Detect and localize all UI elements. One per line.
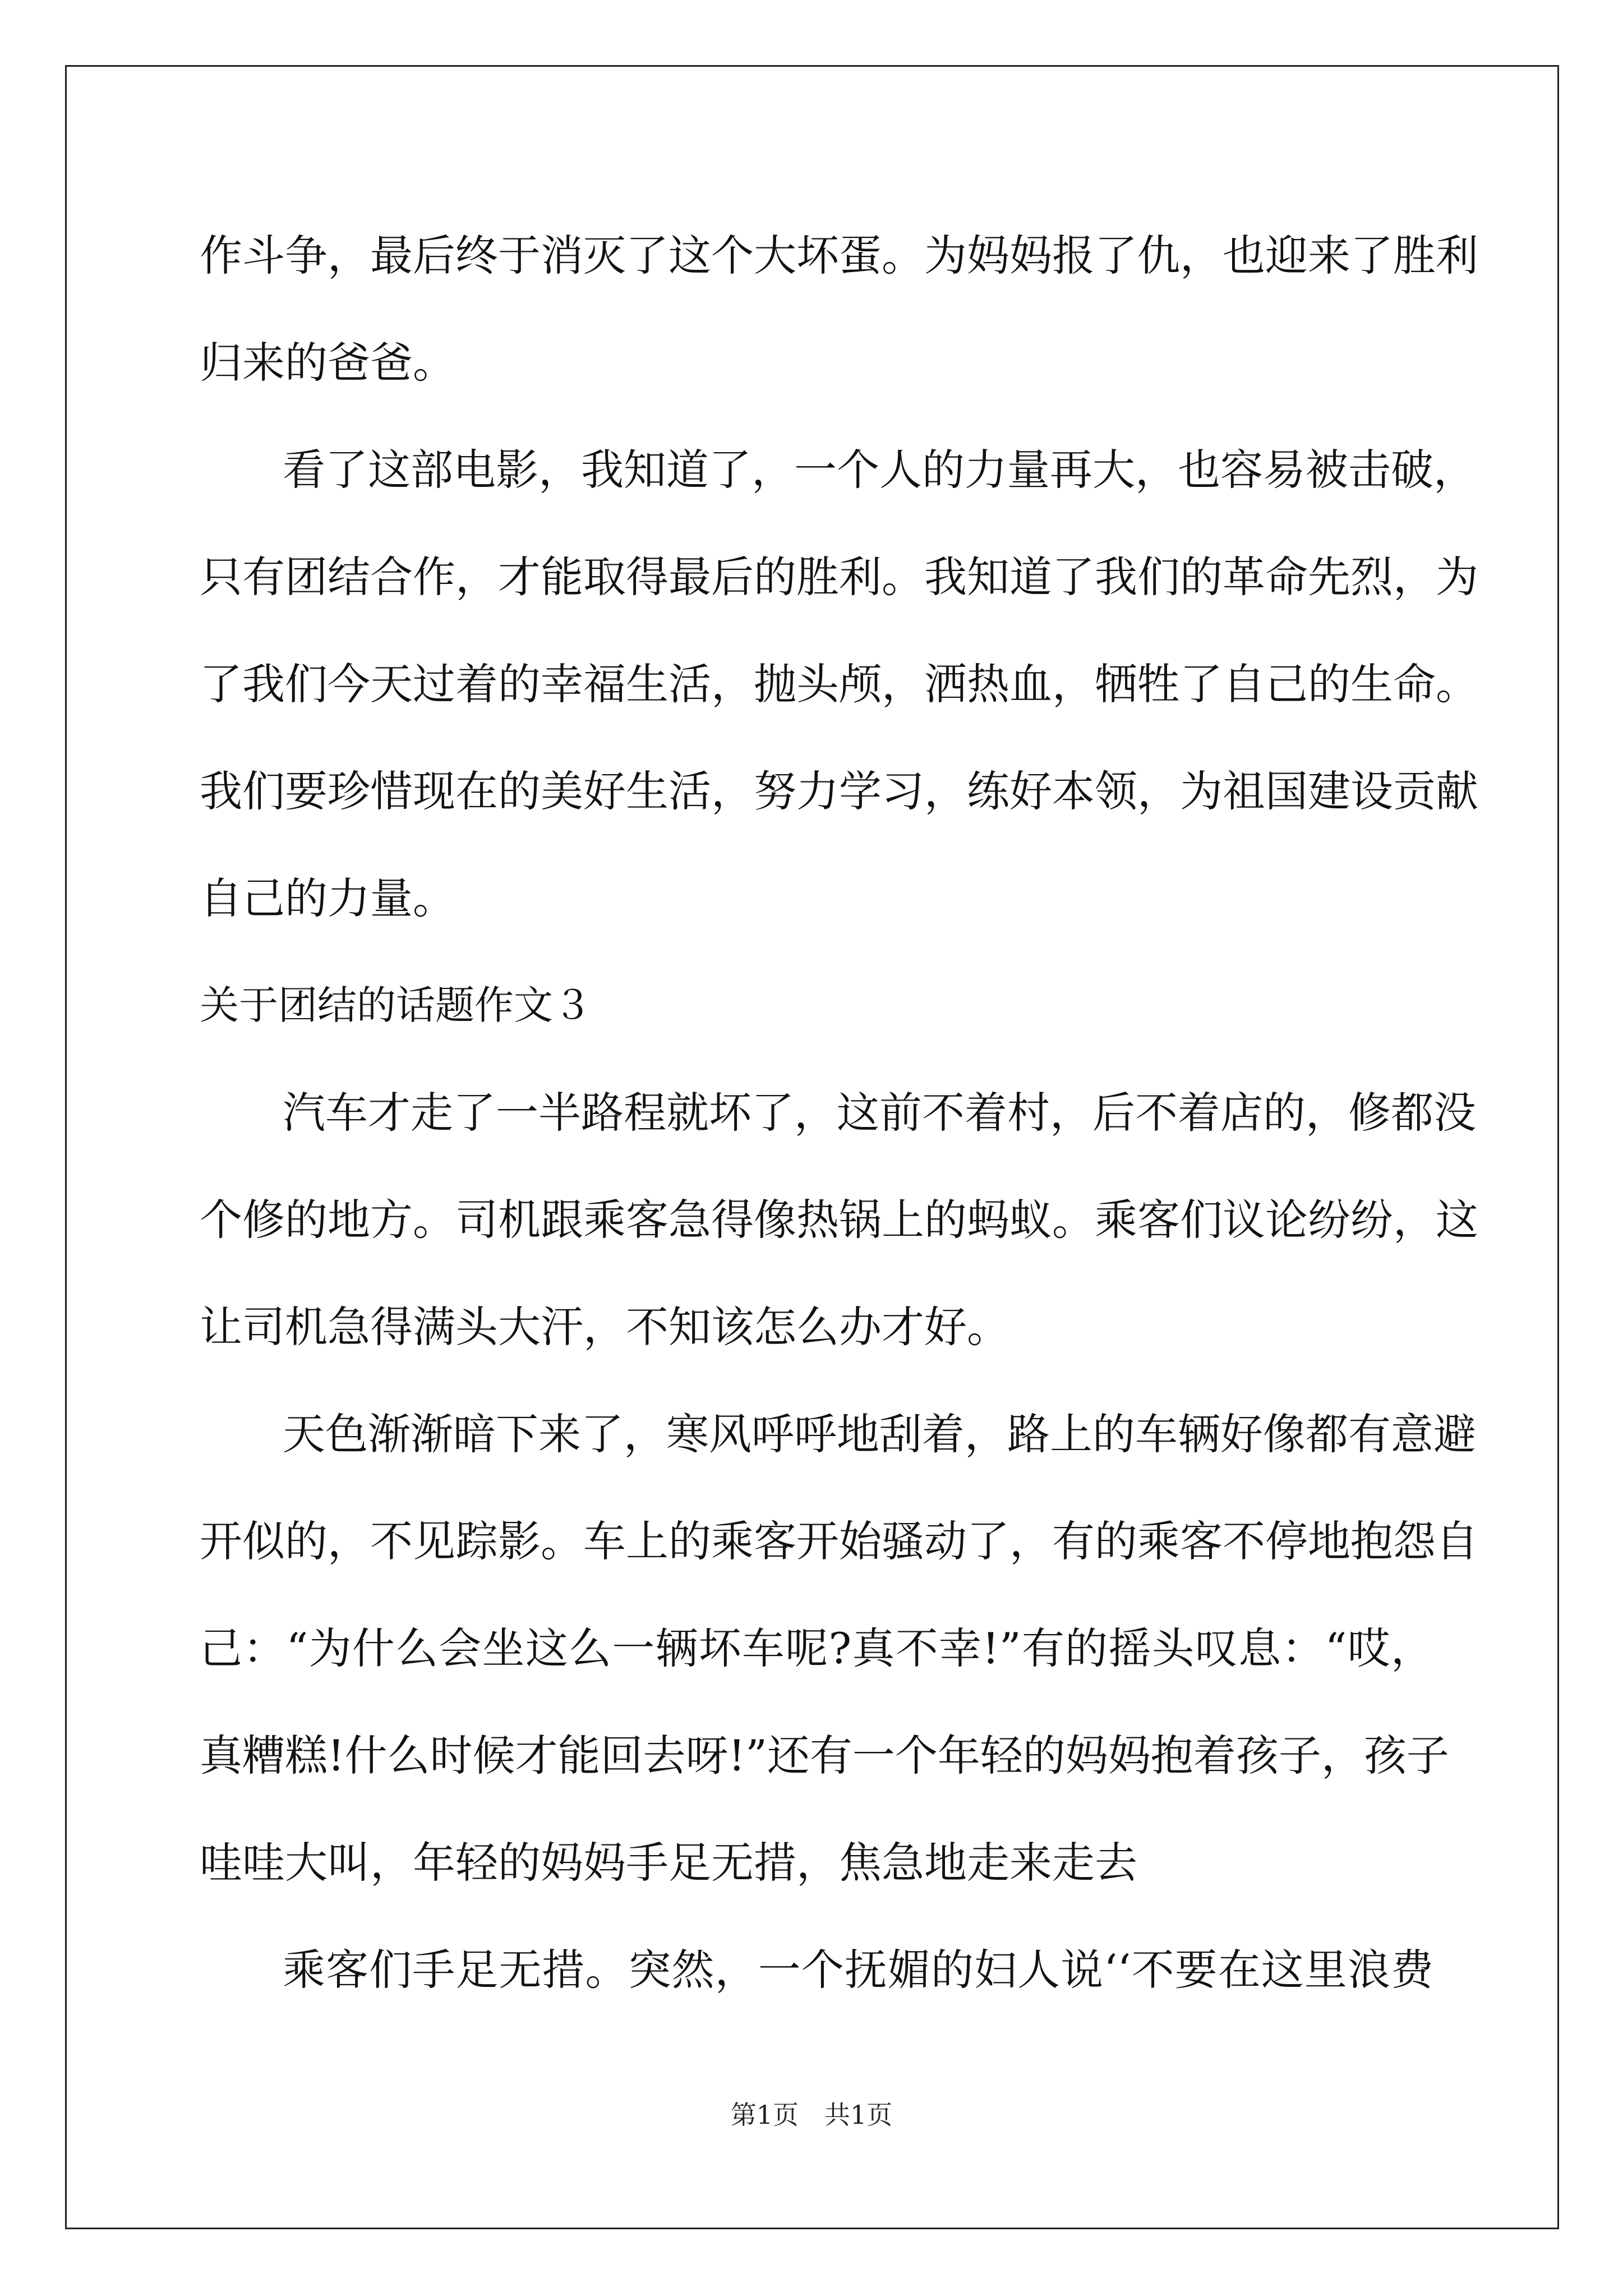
page-number: 第1页 共1页 (730, 2100, 893, 2130)
text-line: 个修的地方。司机跟乘客急得像热锅上的蚂蚁。乘客们议论纷纷，这 (200, 1195, 1478, 1245)
text-line: 自己的力量。 (200, 873, 455, 923)
paragraph-first-line: 看了这部电影，我知道了，一个人的力量再大，也容易被击破， (283, 445, 1476, 495)
page-footer (0, 2098, 1623, 2132)
text-line: 了我们今天过着的幸福生活，抛头颅，洒热血，牺牲了自己的生命。 (200, 659, 1478, 709)
paragraph-first-line: 乘客们手足无措。突然，一个抚媚的妇人说‘‘不要在这里浪费 (283, 1945, 1433, 1995)
text-line: 作斗争，最后终于消灭了这个大坏蛋。为妈妈报了仇，也迎来了胜利 (200, 231, 1478, 280)
text-line: 真糟糕!什么时候才能回去呀!”还有一个年轻的妈妈抱着孩子，孩子 (200, 1731, 1449, 1780)
text-line: 哇哇大叫，年轻的妈妈手足无措，焦急地走来走去 (200, 1838, 1137, 1888)
paragraph-first-line: 天色渐渐暗下来了，寒风呼呼地刮着，路上的车辆好像都有意避 (283, 1409, 1476, 1459)
paragraph-first-line: 汽车才走了一半路程就坏了，这前不着村，后不着店的，修都没 (283, 1088, 1476, 1138)
document-body (200, 202, 1478, 2023)
text-line: 开似的，不见踪影。车上的乘客开始骚动了，有的乘客不停地抱怨自 (200, 1516, 1478, 1566)
text-line: 只有团结合作，才能取得最后的胜利。我知道了我们的革命先烈，为 (200, 552, 1478, 602)
text-line: 己：“为什么会坐这么一辆坏车呢?真不幸!”有的摇头叹息：“哎， (200, 1623, 1433, 1673)
text-line: 归来的爸爸。 (200, 338, 455, 388)
text-line: 让司机急得满头大汗，不知该怎么办才好。 (200, 1302, 1009, 1352)
section-heading: 关于团结的话题作文３ (200, 982, 592, 1028)
text-line: 我们要珍惜现在的美好生活，努力学习，练好本领，为祖国建设贡献 (200, 766, 1478, 816)
